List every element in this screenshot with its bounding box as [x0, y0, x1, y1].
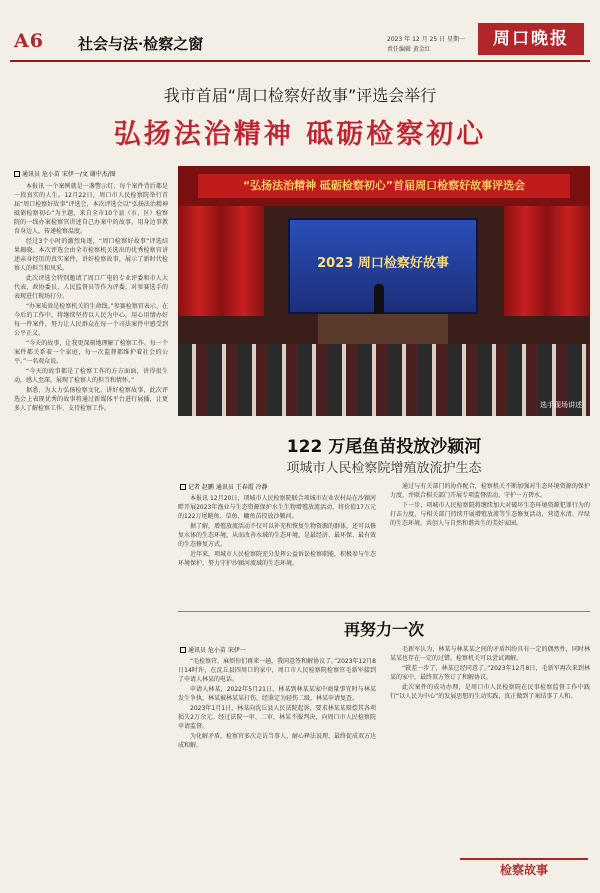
article1-byline	[14, 169, 116, 178]
column-tag: 检察故事	[460, 858, 588, 878]
article3-byline	[180, 645, 246, 654]
article3-byline-text: 通讯员 危小苗 宋伊一	[188, 647, 246, 654]
article2-byline-text: 记者 赵鹏 通讯员 王春霞 冷静	[188, 484, 268, 491]
photo-caption: 选手现场讲述	[540, 401, 582, 409]
curtain-right	[504, 206, 590, 316]
byline-box-icon	[180, 647, 186, 653]
article1-kicker: 我市首届“周口检察好故事”评选会举行	[163, 86, 437, 105]
article1-paragraph: “办案质效是检察机关的生命线。”参赛检察官表示，在今后的工作中，将继续坚持以人民为中心，用心用情办好每一件案件，努力让人民群众在每一个司法案件中感受到公平正义。	[14, 303, 168, 337]
article3-paragraph: 申请人林某，2022年5月21日，林某到林某某家中商量事宜时与林某发生争执，林某被林某某打伤，经鉴定为轻伤二级，林某申请复查。	[178, 686, 376, 702]
article3-col2	[390, 645, 590, 851]
stage-platform	[318, 314, 448, 344]
page-number: A6	[14, 30, 44, 52]
article3-paragraph: 毛新军认为，林某与林某某之间的矛盾纠纷具有一定的偶然性，同时林某某也存在一定的过错，检察机关可以尝试调解。	[390, 646, 590, 662]
article2-paragraph: 通过与有关部门的协作配合，检察机关不断加强对生态环境资源的保护力度，并联合相关部门开展专项监督活动，守护一方碧水。	[390, 483, 590, 499]
article2-col2	[390, 482, 590, 606]
article2-col1	[178, 494, 376, 606]
byline-box-icon	[14, 171, 20, 177]
article2-subhead: 项城市人民检察院增殖放流护生态	[286, 461, 482, 476]
article2-paragraph: 下一步，项城市人民检察院将继续加大对破坏生态环境资源犯罪行为的打击力度，与相关部门持续开展增殖放流等生态修复活动，营造水清、岸绿的生态环境，共创人与自然和谐共生的美好家园。	[390, 502, 590, 527]
section-divider	[178, 611, 590, 612]
article3-col1	[178, 657, 376, 853]
article1-body	[14, 182, 168, 852]
curtain-left	[178, 206, 264, 316]
article1-paragraph: 据悉，为大力弘扬检察文化，讲好检察故事，此次评选会上表现优秀的故事将通过新媒体平台进行展播，让更多人了解检察工作、支持检察工作。	[14, 387, 168, 412]
speaker-figure	[374, 284, 384, 316]
article1-paragraph: 经过3个小时的激烈角逐，“周口检察好故事”评选结果揭晓。本次评选会由全市检察机关选出的优秀检察官讲述亲身经历的真实案件，讲好检察故事，展示了新时代检察人的担当和风采。	[14, 238, 168, 272]
article1-byline-text: 通讯员 危小苗 宋伊一/文 谢中杰/图	[22, 171, 116, 178]
article2-byline	[180, 482, 268, 491]
screen-text: 2023 周口检察好故事	[317, 256, 449, 271]
article3-paragraph: “毛检察官，麻烦你们再来一趟，我同意签和解协议了。”2023年12月8日14时许，在沈丘县四周口的家中，周口市人民检察院检察官毛新军接到了申请人林某的电话。	[178, 658, 376, 683]
article3-paragraph: “就差一步了，林某已经同意了。”2023年12月8日，毛新军再次来到林某的家中，最终双方签订了和解协议。	[390, 665, 590, 681]
article1-paragraph: 此次评选会特别邀请了周口广电的专业评委和市人大代表、政协委员、人民监督员等作为评委，对参赛选手的表现进行现场打分。	[14, 275, 168, 300]
article2-paragraph: 本报讯 12月20日，项城市人民检察院联合项城市农业农村局在沙颍河畔开展2023年渔业与生态资源保护水生生物增殖放流活动，将价值17万元的122万尾鲢鱼、草鱼、鳙鱼苗投放沙颍河。	[178, 495, 376, 520]
article3-paragraph: 此次案件的成功办理，是周口市人民检察院在民事检察监督工作中践行“以人民为中心”的发展思想的生动实践，真正做到了案结事了人和。	[390, 684, 590, 700]
header-divider	[10, 60, 590, 62]
article1-paragraph: 本报讯 一个案例就是一盏警示灯，每个案件背后都是一段真实的人生。12月22日，周口市人民检察院举行首届“周口检察好故事”评选会，本次评选会以“弘扬法治精神 砥砺检察初心”为主题，来自全市10个县（市、区）检察院的一线办案检察官讲述自己办案中的故事，用身边事教育身边人，传递检察温度。	[14, 183, 168, 235]
event-photo	[178, 166, 590, 416]
article1-headline: 弘扬法治精神 砥砺检察初心	[113, 119, 487, 150]
article2-paragraph: 据了解，增殖放流活动不仅可以补充和恢复生物资源的群体，还可以修复水体的生态环境，从而改善水域的生态环境，是最经济、最环保、最有效的生态修复方式。	[178, 523, 376, 548]
date-line: 2023 年 12 月 25 日 星期一	[387, 36, 465, 43]
page-header	[0, 0, 600, 62]
audience-seats	[178, 344, 590, 416]
article1-paragraph: “今天的故事都是了检察工作的方方面面，讲得很生动，感人至深，展现了检察人的担当和情怀。”	[14, 368, 168, 384]
article3-paragraph: 为化解矛盾，检察官多次走访当事人，耐心释法说理，最终促成双方达成和解。	[178, 733, 376, 749]
article3-headline: 再努力一次	[343, 620, 424, 639]
editor-line: 责任编辑 黄金红	[387, 46, 431, 53]
newspaper-logo: 周口晚报	[478, 23, 584, 55]
stage-top	[178, 166, 590, 206]
section-title: 社会与法·检察之窗	[78, 35, 204, 53]
article2-paragraph: 近年来，项城市人民检察院充分发挥公益诉讼检察职能，积极参与生态环境保护，努力守护沙颍河流域的生态环境。	[178, 551, 376, 567]
article2-headline: 122 万尾鱼苗投放沙颍河	[286, 437, 482, 457]
article3-paragraph: 2023年1月1日，林某向沈丘县人民法院起诉，要求林某某赔偿其各项损失2万余元。经过法院一审、二审，林某不服判决，向周口市人民检察院申请监督。	[178, 705, 376, 730]
article1-paragraph: “今天的故事，让我更深刻地理解了检察工作。每一个案件都关系着一个家庭，每一次监督都维护着社会的公平。”一名观众说。	[14, 340, 168, 365]
byline-box-icon	[180, 484, 186, 490]
stage-banner: “弘扬法治精神 砥砺检察初心”首届周口检察好故事评选会	[198, 174, 570, 198]
